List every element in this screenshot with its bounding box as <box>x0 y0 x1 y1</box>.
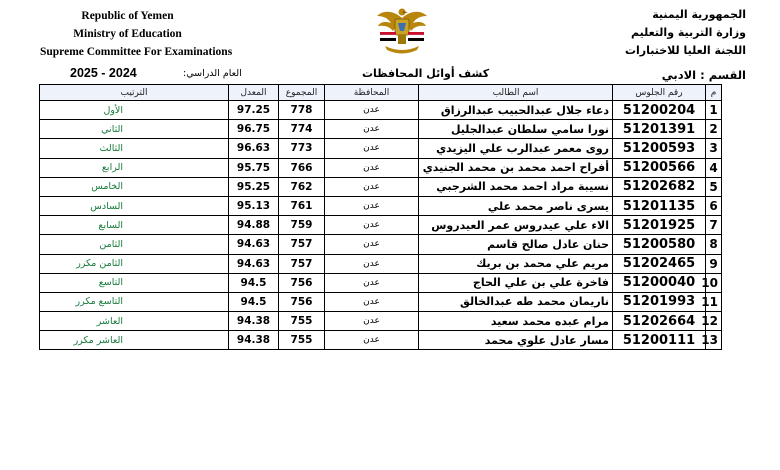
seat-number-cell: 51200040 <box>613 273 706 292</box>
student-name-cell: نسيبة مراد احمد محمد الشرجبي <box>419 177 613 196</box>
header-ar-line: الجمهورية اليمنية <box>652 8 746 21</box>
governorate-cell: عدن <box>325 235 419 254</box>
student-name-cell: مريم علي محمد بن بريك <box>419 254 613 273</box>
average-score-cell: 94.63 <box>229 254 279 273</box>
total-score-cell: 761 <box>279 196 325 215</box>
header-en-line: Ministry of Education <box>73 28 182 40</box>
table-row <box>40 235 722 254</box>
seat-number-cell: 51200204 <box>613 101 706 120</box>
student-name-cell: مرام عبده محمد سعيد <box>419 312 613 331</box>
rank-cell <box>40 216 229 235</box>
governorate-cell: عدن <box>325 216 419 235</box>
seat-number-cell: 51200566 <box>613 158 706 177</box>
total-score-cell: 757 <box>279 254 325 273</box>
seat-number-cell: 51201993 <box>613 292 706 311</box>
table-row <box>40 331 722 350</box>
yemen-eagle-emblem-icon <box>375 4 429 56</box>
seat-number-cell: 51202682 <box>613 177 706 196</box>
rank-label: السادس <box>90 200 123 212</box>
average-score-cell: 96.63 <box>229 139 279 158</box>
average-score-cell: 96.75 <box>229 120 279 139</box>
rank-cell <box>40 292 229 311</box>
table-row <box>40 177 722 196</box>
table-header-row <box>40 85 722 101</box>
student-name-cell: يسرى ناصر محمد علي <box>419 196 613 215</box>
sheet-title: كشف أوائل المحافظات <box>362 67 490 80</box>
row-number-cell: 4 <box>706 158 722 177</box>
column-header-governorate: المحافظة <box>325 85 419 101</box>
total-score-cell: 757 <box>279 235 325 254</box>
row-number-cell: 3 <box>706 139 722 158</box>
column-header-name: اسم الطالب <box>419 85 613 101</box>
rank-label: الثالث <box>99 142 123 154</box>
row-number-cell: 2 <box>706 120 722 139</box>
seat-number-cell: 51200593 <box>613 139 706 158</box>
rank-label: الخامس <box>91 181 123 193</box>
seat-number-cell: 51201391 <box>613 120 706 139</box>
average-score-cell: 94.38 <box>229 312 279 331</box>
rank-cell <box>40 331 229 350</box>
table-row <box>40 158 722 177</box>
rank-label: الثامن مكرر <box>76 258 123 270</box>
rank-cell <box>40 273 229 292</box>
column-header-num: م <box>706 85 722 101</box>
governorate-cell: عدن <box>325 292 419 311</box>
average-score-cell: 97.25 <box>229 101 279 120</box>
governorate-cell: عدن <box>325 331 419 350</box>
table-row <box>40 139 722 158</box>
total-score-cell: 756 <box>279 292 325 311</box>
header-ar-line: وزارة التربية والتعليم <box>631 26 746 39</box>
rank-cell <box>40 254 229 273</box>
governorate-cell: عدن <box>325 177 419 196</box>
governorate-cell: عدن <box>325 196 419 215</box>
seat-number-cell: 51201925 <box>613 216 706 235</box>
total-score-cell: 759 <box>279 216 325 235</box>
rank-cell <box>40 139 229 158</box>
rank-cell <box>40 196 229 215</box>
row-number-cell: 9 <box>706 254 722 273</box>
row-number-cell: 11 <box>706 292 722 311</box>
rank-label: التاسع <box>98 277 123 289</box>
rank-cell <box>40 120 229 139</box>
governorate-cell: عدن <box>325 254 419 273</box>
student-name-cell: روى معمر عبدالرب علي اليزيدي <box>419 139 613 158</box>
row-number-cell: 6 <box>706 196 722 215</box>
student-name-cell: نورا سامي سلطان عبدالجليل <box>419 120 613 139</box>
total-score-cell: 773 <box>279 139 325 158</box>
student-name-cell: الاء علي عيدروس عمر العيدروس <box>419 216 613 235</box>
total-score-cell: 755 <box>279 312 325 331</box>
rank-label: الرابع <box>101 162 123 174</box>
table-row <box>40 254 722 273</box>
total-score-cell: 756 <box>279 273 325 292</box>
average-score-cell: 94.38 <box>229 331 279 350</box>
governorate-cell: عدن <box>325 312 419 331</box>
average-score-cell: 94.88 <box>229 216 279 235</box>
department-label: القسم : الادبي <box>661 68 746 82</box>
total-score-cell: 778 <box>279 101 325 120</box>
row-number-cell: 10 <box>706 273 722 292</box>
governorate-cell: عدن <box>325 120 419 139</box>
table-row <box>40 216 722 235</box>
rank-label: الثاني <box>101 123 123 135</box>
governorate-cell: عدن <box>325 101 419 120</box>
row-number-cell: 8 <box>706 235 722 254</box>
row-number-cell: 5 <box>706 177 722 196</box>
academic-year: 2025 - 2024 <box>70 66 137 80</box>
row-number-cell: 13 <box>706 331 722 350</box>
column-header-seat: رقم الجلوس <box>613 85 706 101</box>
rank-label: الأول <box>103 104 123 116</box>
rank-cell <box>40 312 229 331</box>
student-name-cell: دعاء جلال عبدالحبيب عبدالرزاق <box>419 101 613 120</box>
table-row <box>40 196 722 215</box>
student-name-cell: ناريمان محمد طه عبدالخالق <box>419 292 613 311</box>
english-header <box>40 7 233 61</box>
student-name-cell: فاخرة علي بن علي الحاج <box>419 273 613 292</box>
column-header-rank: الترتيب <box>40 85 229 101</box>
rank-cell <box>40 235 229 254</box>
header-ar-line: اللجنة العليا للاختبارات <box>624 44 746 57</box>
student-name-cell: حنان عادل صالح قاسم <box>419 235 613 254</box>
table-row <box>40 273 722 292</box>
rank-label: التاسع مكرر <box>75 296 123 308</box>
governorate-cell: عدن <box>325 273 419 292</box>
rank-cell <box>40 101 229 120</box>
header-en-line: Republic of Yemen <box>81 10 174 22</box>
total-score-cell: 755 <box>279 331 325 350</box>
row-number-cell: 7 <box>706 216 722 235</box>
table-row <box>40 101 722 120</box>
student-name-cell: أفراح احمد محمد بن محمد الجنيدي <box>419 158 613 177</box>
header-en-line: Supreme Committee For Examinations <box>40 46 233 58</box>
column-header-total: المجموع <box>279 85 325 101</box>
average-score-cell: 95.13 <box>229 196 279 215</box>
average-score-cell: 95.25 <box>229 177 279 196</box>
column-header-average: المعدل <box>229 85 279 101</box>
seat-number-cell: 51202664 <box>613 312 706 331</box>
row-number-cell: 12 <box>706 312 722 331</box>
average-score-cell: 94.5 <box>229 273 279 292</box>
seat-number-cell: 51200580 <box>613 235 706 254</box>
total-score-cell: 762 <box>279 177 325 196</box>
total-score-cell: 766 <box>279 158 325 177</box>
results-table <box>39 84 722 350</box>
rank-label: الثامن <box>99 238 123 250</box>
row-number-cell: 1 <box>706 101 722 120</box>
average-score-cell: 94.5 <box>229 292 279 311</box>
governorate-cell: عدن <box>325 139 419 158</box>
seat-number-cell: 51202465 <box>613 254 706 273</box>
rank-label: السابع <box>98 219 123 231</box>
arabic-header <box>586 6 746 60</box>
rank-label: العاشر <box>96 315 123 327</box>
table-row <box>40 312 722 331</box>
rank-label: العاشر مكرر <box>73 334 123 346</box>
rank-cell <box>40 158 229 177</box>
average-score-cell: 95.75 <box>229 158 279 177</box>
academic-year-label: العام الدراسي: <box>183 68 242 79</box>
student-name-cell: مسار عادل علوي محمد <box>419 331 613 350</box>
table-row <box>40 120 722 139</box>
rank-cell <box>40 177 229 196</box>
seat-number-cell: 51200111 <box>613 331 706 350</box>
total-score-cell: 774 <box>279 120 325 139</box>
average-score-cell: 94.63 <box>229 235 279 254</box>
governorate-cell: عدن <box>325 158 419 177</box>
seat-number-cell: 51201135 <box>613 196 706 215</box>
table-row <box>40 292 722 311</box>
